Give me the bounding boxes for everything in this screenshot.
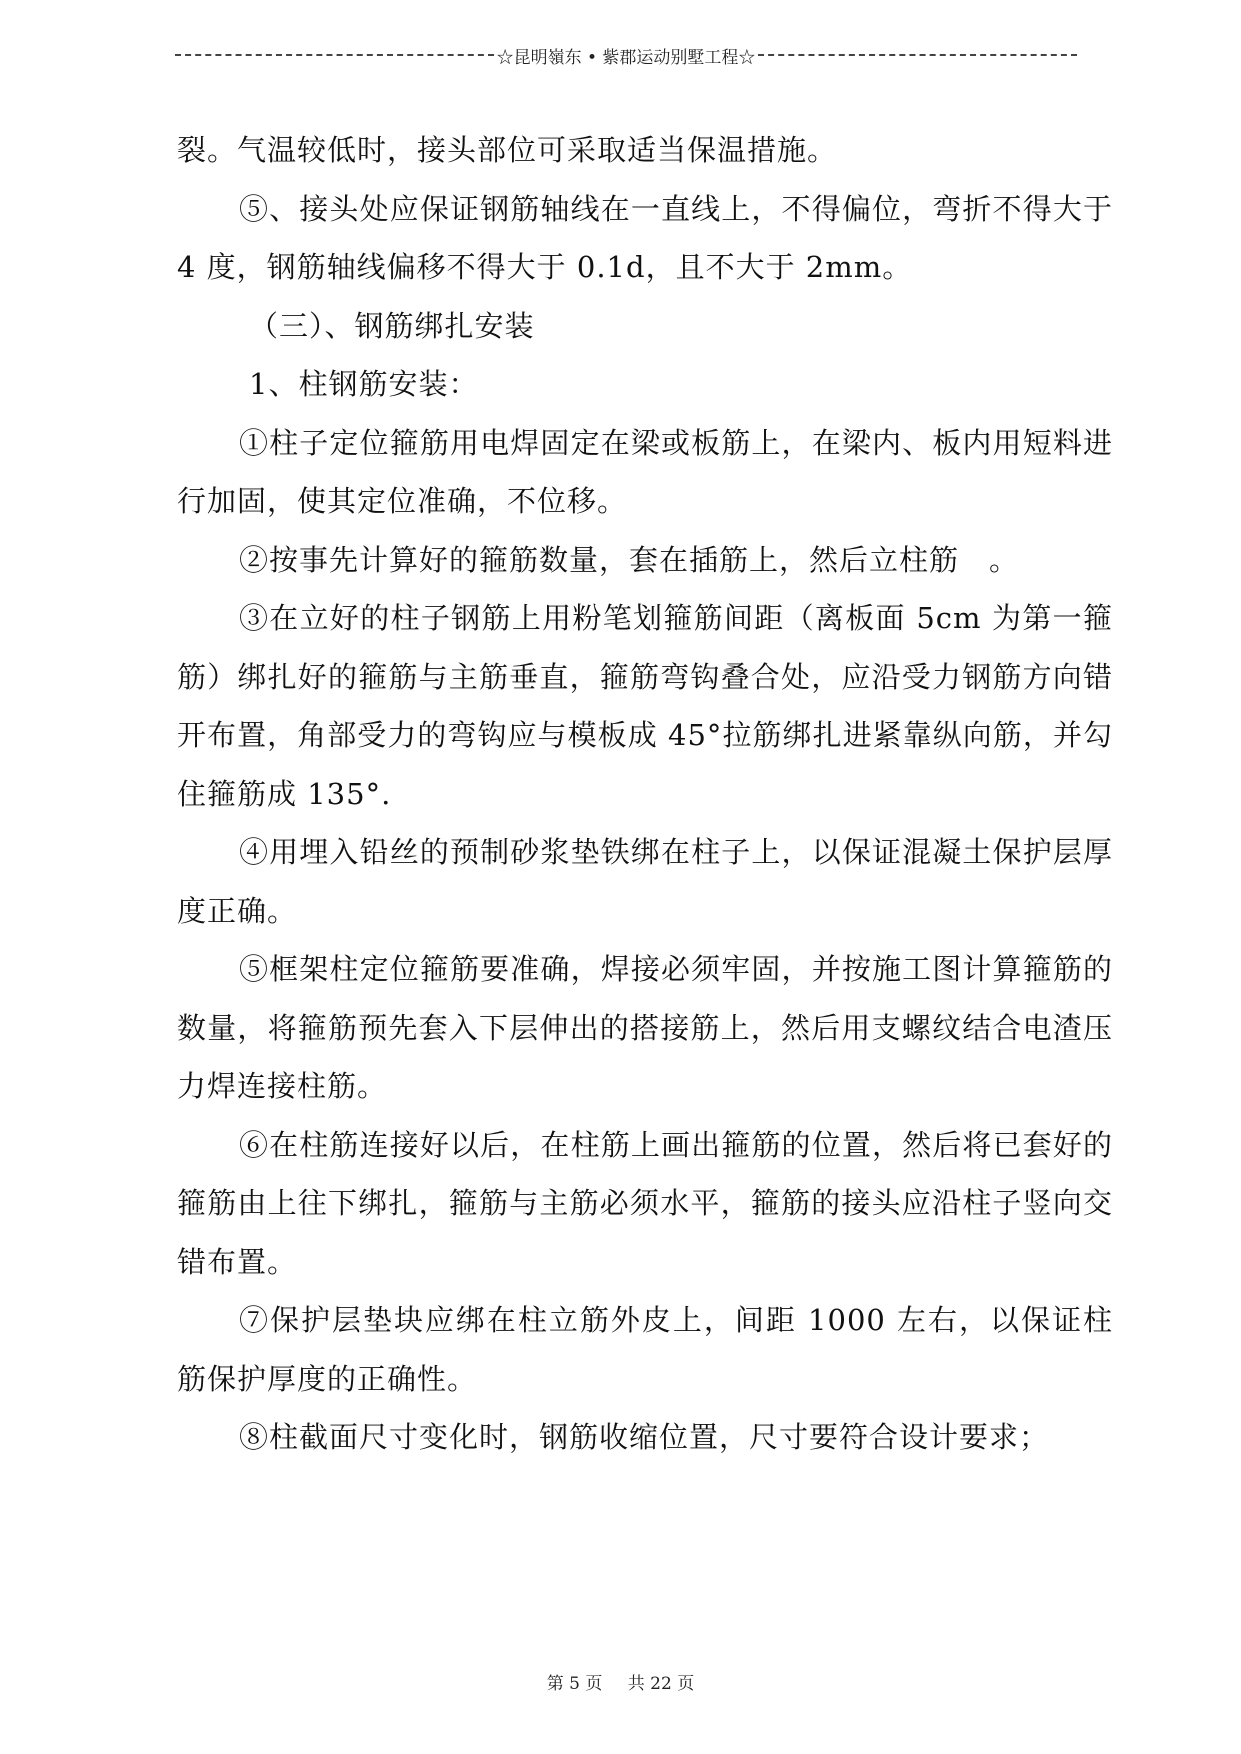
- page-footer: [0, 1669, 1241, 1694]
- subsection-heading: 1、柱钢筋安装：: [249, 367, 479, 401]
- paragraph-item-4: ④用埋入铅丝的预制砂浆垫铁绑在柱子上，以保证混凝土保护层厚度正确。: [177, 835, 1113, 928]
- paragraph-item-1: ①柱子定位箍筋用电焊固定在梁或板筋上，在梁内、板内用短料进行加固，使其定位准确，不位移。: [177, 425, 1113, 518]
- document-body: [177, 121, 1124, 1467]
- paragraph-item-7: ⑦保护层垫块应绑在柱立筋外皮上，间距 1000 左右，以保证柱筋保护厚度的正确性。: [177, 1303, 1113, 1396]
- page-number: 第 5 页: [546, 1674, 603, 1694]
- section-heading: （三）、钢筋绑扎安装: [249, 308, 535, 343]
- page-total: 共 22 页: [627, 1674, 695, 1694]
- paragraph-continuation: 裂。气温较低时，接头部位可采取适当保温措施。: [177, 133, 838, 167]
- paragraph-item-3: ③在立好的柱子钢筋上用粉笔划箍筋间距（离板面 5cm 为第一箍筋）绑扎好的箍筋与主筋垂直，箍筋弯钩叠合处，应沿受力钢筋方向错开布置，角部受力的弯钩应与模板成 45°拉筋绑扎进紧靠纵向筋，并勾住箍筋成 135°.: [177, 601, 1113, 811]
- page-header: [175, 40, 1077, 70]
- paragraph-item-5-joint: ⑤、接头处应保证钢筋轴线在一直线上，不得偏位，弯折不得大于 4 度，钢筋轴线偏移不得大于 0.1d，且不大于 2mm。: [177, 191, 1124, 284]
- paragraph-item-6: ⑥在柱筋连接好以后，在柱筋上画出箍筋的位置，然后将已套好的箍筋由上往下绑扎，箍筋与主筋必须水平，箍筋的接头应沿柱子竖向交错布置。: [177, 1127, 1113, 1279]
- header-dash-right: [758, 54, 1077, 56]
- paragraph-item-5: ⑤框架柱定位箍筋要准确，焊接必须牢固，并按施工图计算箍筋的数量，将箍筋预先套入下层伸出的搭接筋上，然后用支螺纹结合电渣压力焊连接柱筋。: [177, 952, 1113, 1103]
- header-title: ☆昆明嶺东 • 紫郡运动别墅工程☆: [496, 47, 756, 68]
- header-dash-left: [175, 54, 494, 56]
- paragraph-item-8: ⑧柱截面尺寸变化时，钢筋收缩位置，尺寸要符合设计要求；: [239, 1420, 1050, 1454]
- paragraph-item-2: ②按事先计算好的箍筋数量，套在插筋上，然后立柱筋 。: [239, 542, 1020, 577]
